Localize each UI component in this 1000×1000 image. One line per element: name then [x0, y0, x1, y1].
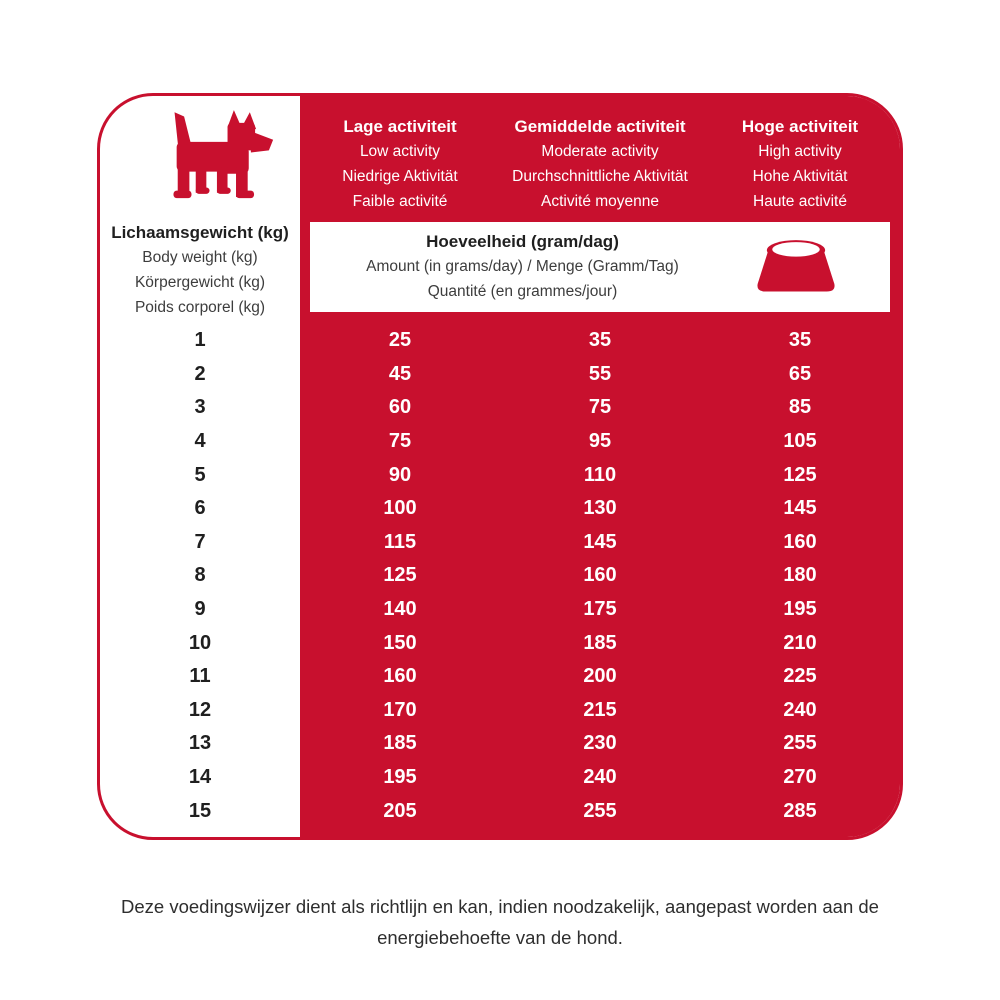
weight-header-title: Lichaamsgewicht (kg)	[111, 223, 289, 242]
amount-cell: 205	[383, 799, 417, 822]
column-subtitle: Durchschnittliche Aktivität	[512, 168, 688, 185]
amount-cell: 200	[583, 665, 617, 688]
amount-cell: 195	[383, 766, 417, 789]
footnote-line: Deze voedingswijzer dient als richtlijn en kan, indien noodzakelijk, aangepast worden aan de	[121, 896, 879, 917]
amount-title: Hoeveelheid (gram/dag)	[426, 232, 619, 251]
amount-cell: 195	[783, 598, 817, 621]
weight-header-subtitle: Körpergewicht (kg)	[134, 274, 266, 291]
table-row	[100, 358, 900, 392]
table-row	[100, 425, 900, 459]
weight-cell: 1	[194, 329, 206, 352]
weight-header-subtitle: Poids corporel (kg)	[134, 299, 266, 316]
column-subtitle: High activity	[758, 143, 842, 160]
amount-cell: 125	[783, 463, 817, 486]
column-header-moderate-activity	[500, 114, 700, 214]
table-row	[100, 761, 900, 795]
amount-cell: 60	[388, 396, 412, 419]
column-title: Gemiddelde activiteit	[514, 117, 686, 136]
feeding-table-rows	[100, 324, 900, 828]
weight-cell: 6	[194, 497, 206, 520]
amount-subtitle: Quantité (en grammes/jour)	[427, 283, 618, 300]
weight-cell: 4	[194, 430, 206, 453]
amount-cell: 95	[588, 430, 612, 453]
amount-cell: 35	[788, 329, 812, 352]
column-subtitle: Haute activité	[753, 193, 847, 210]
table-row	[100, 324, 900, 358]
table-row	[100, 626, 900, 660]
amount-cell: 160	[783, 530, 817, 553]
amount-cell: 45	[388, 362, 412, 385]
amount-cell: 130	[583, 497, 617, 520]
column-header-high-activity	[700, 114, 900, 214]
weight-header-subtitle: Body weight (kg)	[142, 249, 258, 266]
amount-cell: 240	[583, 766, 617, 789]
amount-cell: 115	[383, 530, 417, 553]
weight-cell: 8	[194, 564, 206, 587]
table-row	[100, 794, 900, 828]
feeding-table-card	[97, 93, 903, 840]
amount-cell: 110	[583, 463, 617, 486]
dog-bowl-icon	[750, 236, 842, 298]
amount-cell: 180	[783, 564, 817, 587]
weight-cell: 9	[194, 598, 206, 621]
amount-cell: 255	[783, 732, 817, 755]
amount-cell: 65	[788, 362, 812, 385]
weight-cell: 3	[194, 396, 206, 419]
column-subtitle: Faible activité	[352, 193, 448, 210]
amount-banner	[310, 222, 890, 312]
column-subtitle: Activité moyenne	[540, 193, 660, 210]
amount-cell: 270	[783, 766, 817, 789]
table-row	[100, 660, 900, 694]
weight-cell: 12	[188, 698, 212, 721]
amount-cell: 25	[388, 329, 412, 352]
table-row	[100, 559, 900, 593]
amount-cell: 105	[783, 430, 817, 453]
amount-cell: 85	[788, 396, 812, 419]
amount-cell: 90	[388, 463, 412, 486]
weight-cell: 15	[188, 799, 212, 822]
column-subtitle: Niedrige Aktivität	[342, 168, 458, 185]
amount-cell: 285	[783, 799, 817, 822]
amount-cell: 185	[383, 732, 417, 755]
table-row	[100, 694, 900, 728]
table-row	[100, 458, 900, 492]
activity-headers	[300, 114, 900, 214]
weight-cell: 14	[188, 766, 212, 789]
amount-cell: 150	[383, 631, 417, 654]
table-row	[100, 391, 900, 425]
column-subtitle: Hohe Aktivität	[752, 168, 848, 185]
weight-cell: 13	[188, 732, 212, 755]
table-row	[100, 526, 900, 560]
column-header-low-activity	[300, 114, 500, 214]
dog-icon	[142, 108, 294, 214]
weight-cell: 5	[194, 463, 206, 486]
table-row	[100, 593, 900, 627]
amount-cell: 35	[588, 329, 612, 352]
footnote	[0, 891, 1000, 953]
weight-cell: 11	[189, 665, 211, 688]
weight-cell: 10	[188, 631, 212, 654]
amount-cell: 145	[583, 530, 617, 553]
footnote-line: energiebehoefte van de hond.	[377, 927, 623, 948]
table-row	[100, 727, 900, 761]
weight-column-header	[100, 220, 300, 320]
column-subtitle: Low activity	[359, 143, 441, 160]
amount-cell: 240	[783, 698, 817, 721]
amount-cell: 100	[383, 497, 417, 520]
weight-cell: 2	[194, 362, 206, 385]
amount-cell: 230	[583, 732, 617, 755]
column-subtitle: Moderate activity	[541, 143, 659, 160]
table-row	[100, 492, 900, 526]
amount-cell: 75	[388, 430, 412, 453]
amount-cell: 160	[583, 564, 617, 587]
column-title: Lage activiteit	[343, 117, 457, 136]
amount-subtitle: Amount (in grams/day) / Menge (Gramm/Tag)	[366, 258, 679, 275]
amount-cell: 185	[583, 631, 617, 654]
amount-cell: 170	[383, 698, 417, 721]
column-title: Hoge activiteit	[741, 117, 859, 136]
amount-cell: 225	[783, 665, 817, 688]
amount-cell: 140	[383, 598, 417, 621]
amount-cell: 55	[588, 362, 612, 385]
amount-cell: 75	[588, 396, 612, 419]
amount-cell: 125	[383, 564, 417, 587]
amount-banner-text	[310, 229, 735, 304]
amount-cell: 255	[583, 799, 617, 822]
amount-cell: 175	[583, 598, 617, 621]
weight-cell: 7	[194, 530, 206, 553]
amount-cell: 215	[583, 698, 617, 721]
amount-cell: 210	[783, 631, 817, 654]
amount-cell: 145	[783, 497, 817, 520]
amount-cell: 160	[383, 665, 417, 688]
